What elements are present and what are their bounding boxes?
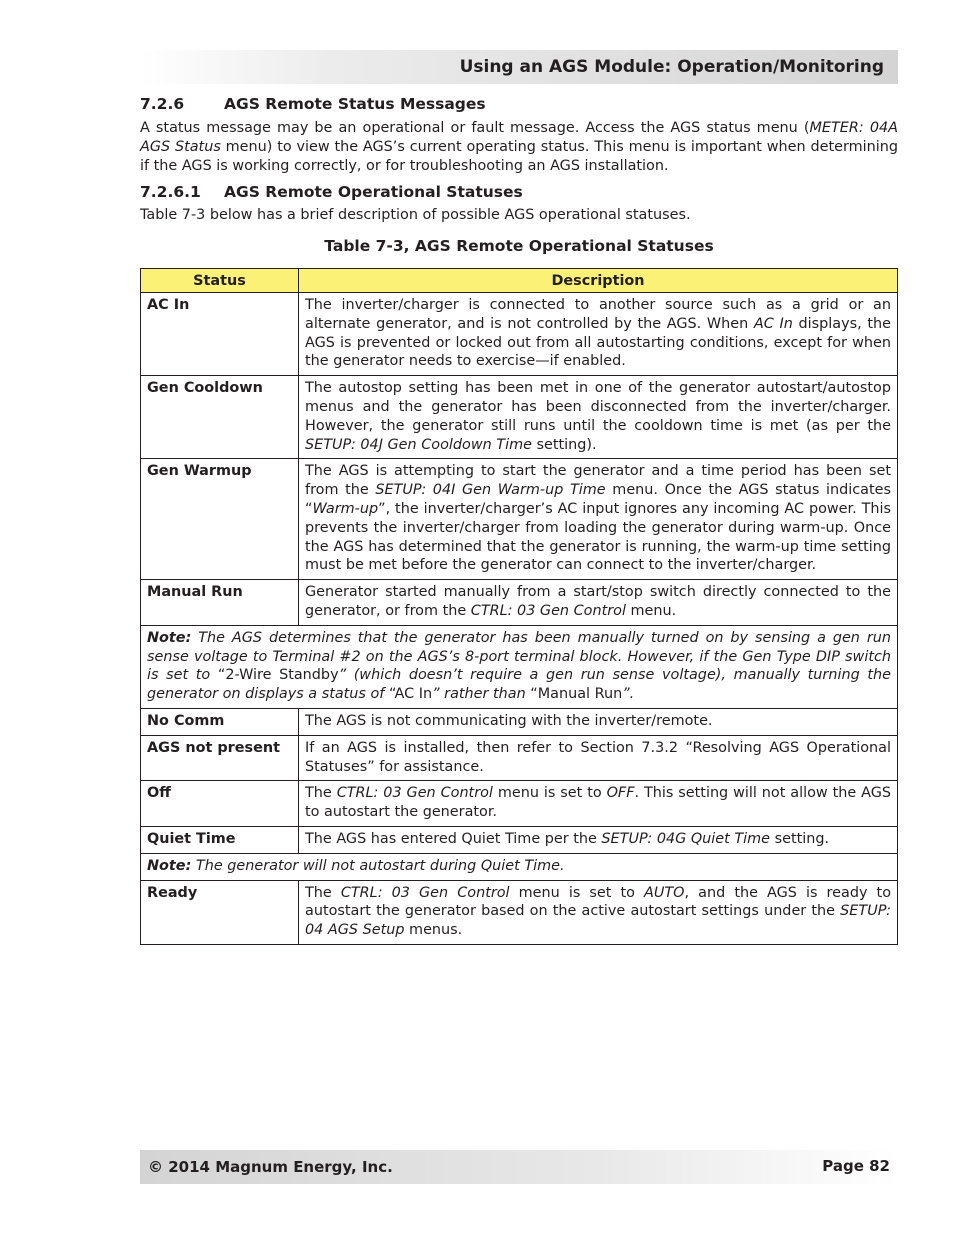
table-row [141,880,898,944]
status-table [140,268,898,945]
status-cell: No Comm [141,708,299,735]
status-cell: Gen Warmup [141,459,299,580]
section-heading [140,95,486,113]
subsection-heading [140,183,523,201]
section-number: 7.2.6 [140,95,185,113]
table-row [141,708,898,735]
table-body [141,293,898,945]
description-cell: The AGS has entered Quiet Time per the SETUP: 04G Quiet Time setting. [299,826,898,853]
table-note: Note: The AGS determines that the generator has been manually turned on by sensing a gen run sense voltage to Terminal #2 on the AGS’s 8-port terminal block. However, if the Gen Type DIP switch is set to “2-Wire Standby” (which doesn’t require a gen run sense voltage), manually turning the generator on displays a status of “AC In” rather than “Manual Run”. [141,625,898,708]
status-cell: AGS not present [141,735,299,781]
table-row [141,293,898,376]
running-header-title: Using an AGS Module: Operation/Monitoring [459,57,884,77]
status-cell: Off [141,781,299,827]
section-title: AGS Remote Status Messages [224,95,486,113]
table-note: Note: The generator will not autostart during Quiet Time. [141,853,898,880]
description-cell: The AGS is attempting to start the generator and a time period has been set from the SETUP: 04I Gen Warm-up Time menu. Once the AGS status indicates “Warm-up”, the inverter/charger’s AC input ignores any incoming AC power. This prevents the inverter/charger from loading the generator during warm-up. Once the AGS has determined that the generator is running, the warm-up time setting must be met before the generator can connect to the inverter/charger. [299,459,898,580]
subsection-intro: Table 7-3 below has a brief description of possible AGS operational statuses. [140,207,691,223]
status-cell: AC In [141,293,299,376]
footer-copyright: © 2014 Magnum Energy, Inc. [148,1158,393,1176]
status-cell: Gen Cooldown [141,376,299,459]
description-cell: The CTRL: 03 Gen Control menu is set to AUTO, and the AGS is ready to autostart the generator based on the active autostart settings under the SETUP: 04 AGS Setup menus. [299,880,898,944]
subsection-title: AGS Remote Operational Statuses [224,183,523,201]
table-row [141,459,898,580]
table-row [141,781,898,827]
description-cell: If an AGS is installed, then refer to Section 7.3.2 “Resolving AGS Operational Statuses” for assistance. [299,735,898,781]
status-cell: Ready [141,880,299,944]
description-cell: The autostop setting has been met in one of the generator autostart/autostop menus and the generator has been disconnected from the inverter/charger. However, the generator still runs until the cooldown time is met (as per the SETUP: 04J Gen Cooldown Time setting). [299,376,898,459]
footer-page-number: Page 82 [822,1157,890,1175]
table-row [141,580,898,626]
description-cell: Generator started manually from a start/stop switch directly connected to the generator, or from the CTRL: 03 Gen Control menu. [299,580,898,626]
section-intro: A status message may be an operational or fault message. Access the AGS status menu (METER: 04A AGS Status menu) to view the AGS’s current operating status. This menu is important when determining if the AGS is working correctly, or for troubleshooting an AGS installation. [140,120,899,174]
table-row [141,735,898,781]
description-cell: The CTRL: 03 Gen Control menu is set to OFF. This setting will not allow the AGS to autostart the generator. [299,781,898,827]
status-cell: Manual Run [141,580,299,626]
description-cell: The inverter/charger is connected to another source such as a grid or an alternate generator, and is not controlled by the AGS. When AC In displays, the AGS is prevented or locked out from all autostarting conditions, except for when the generator needs to exercise—if enabled. [299,293,898,376]
status-cell: Quiet Time [141,826,299,853]
table-header-row [141,269,898,293]
table-note-row [141,853,898,880]
column-header-status: Status [141,269,299,293]
page-footer [140,1150,898,1184]
column-header-description: Description [299,269,898,293]
table-note-row [141,625,898,708]
table-row [141,376,898,459]
subsection-number: 7.2.6.1 [140,183,201,201]
running-header [140,50,898,84]
table-caption: Table 7-3, AGS Remote Operational Statuses [324,237,714,255]
description-cell: The AGS is not communicating with the inverter/remote. [299,708,898,735]
table-row [141,826,898,853]
